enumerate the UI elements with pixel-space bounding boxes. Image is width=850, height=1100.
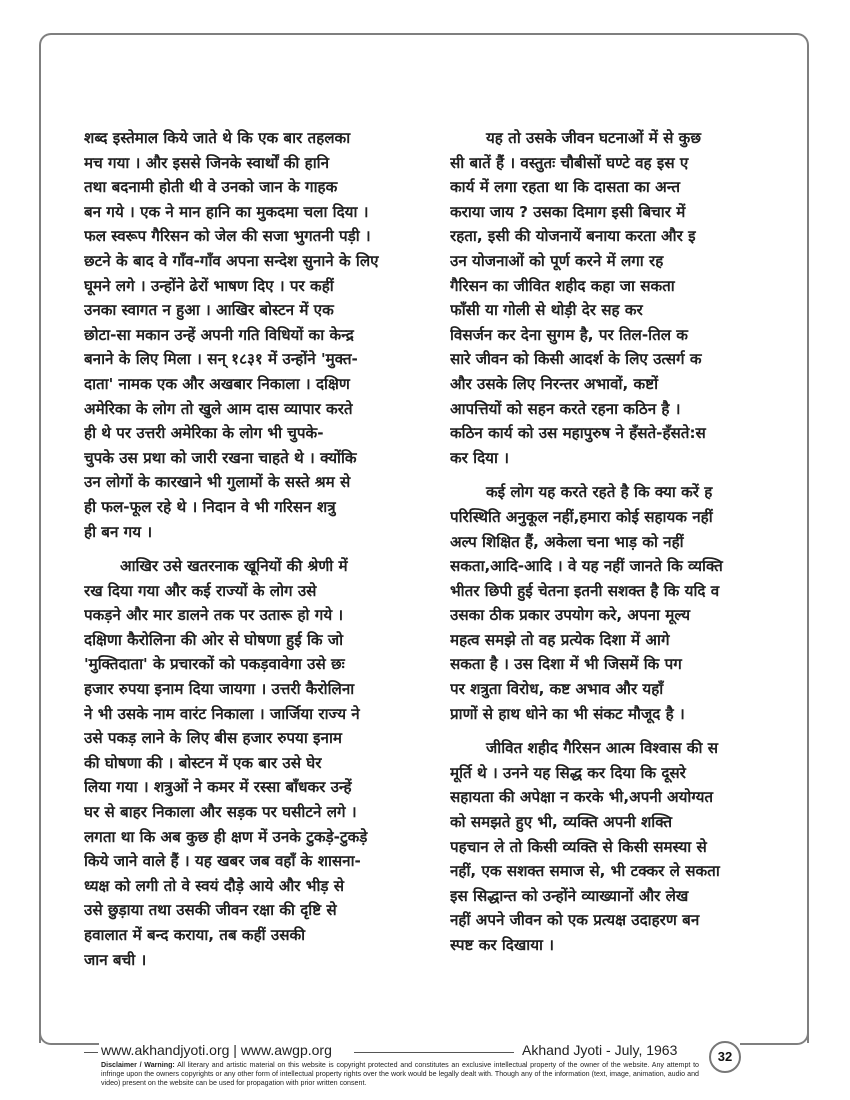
text-line: प्राणों से हाथ धोने का भी संकट मौजूद है । — [450, 704, 685, 723]
text-line: बन गये । एक ने मान हानि का मुकदमा चला दिया । — [84, 202, 369, 221]
text-line: किये जाने वाले हैं । यह खबर जब वहाँ के शासना- — [84, 852, 361, 871]
text-line: सकता,आदि-आदि । वे यह नहीं जानते कि व्यक्ति — [450, 557, 723, 576]
text-line: यह तो उसके जीवन घटनाओं में से कुछ — [486, 129, 701, 147]
disclaimer-body: All literary and artistic material on this website is copyright protected and constitutes an exclusive intellectual property of the owner of the website. Any attempt to infringe upon the owners copyrights or any other form of intellectual property rights over the work would be legally dealt with. Though any of the information (text, image, animation, audio and video) present on the website can be used for propagation with prior written consent. — [101, 1061, 699, 1087]
text-line: सकता है । उस दिशा में भी जिसमें कि पग — [450, 655, 682, 674]
text-line: उन लोगों के कारखाने भी गुलामों के सस्ते श्रम से — [84, 473, 351, 492]
text-line: ध्यक्ष को लगी तो वे स्वयं दौड़े आये और भीड़ से — [84, 876, 345, 895]
article-right-column — [450, 126, 775, 958]
text-line: दक्षिणा कैरोलिना की ओर से घोषणा हुई कि जो — [84, 630, 344, 649]
text-line: फाँसी या गोली से थोड़ी देर सह कर — [450, 301, 643, 320]
text-line: पहचान ले तो किसी व्यक्ति से किसी समस्या से — [450, 837, 707, 856]
text-line: 'मुक्तिदाता' के प्रचारकों को पकड़वावेगा उसे छः — [84, 655, 345, 674]
article-paragraph — [450, 126, 775, 470]
text-line: तथा बदनामी होती थी वे उनको जान के गाहक — [84, 178, 338, 197]
page-border-bottom-left — [39, 1010, 99, 1045]
text-line: लिया गया । शत्रुओं ने कमर में रस्सा बाँधकर उन्हें — [84, 778, 352, 797]
text-line: भीतर छिपी हुई चेतना इतनी सशक्त है कि यदि व — [450, 581, 720, 600]
article-paragraph — [84, 126, 434, 544]
text-line: दाता' नामक एक और अखबार निकाला । दक्षिण — [84, 374, 350, 393]
text-line: सहायता की अपेक्षा न करके भी,अपनी अयोग्यत — [450, 788, 714, 807]
text-line: उन योजनाओं को पूर्ण करने में लगा रह — [450, 251, 664, 270]
text-line: ने भी उसके नाम वारंट निकाला । जार्जिया राज्य ने — [84, 704, 360, 723]
text-line: छोटा-सा मकान उन्हें अपनी गति विधियों का केन्द्र — [84, 325, 354, 344]
text-line: हजार रुपया इनाम दिया जायगा । उत्तरी कैरोलिना — [84, 680, 355, 699]
text-line: रख दिया गया और कई राज्यों के लोग उसे — [84, 581, 317, 600]
text-line: रहता, इसी की योजनायें बनाया करता और इ — [450, 227, 696, 246]
text-line: स्पष्ट कर दिखाया । — [450, 936, 554, 954]
article-left-column — [84, 126, 434, 972]
text-line: कराया जाय ? उसका दिमाग इसी बिचार में — [450, 202, 686, 221]
text-line: को समझते हुए भी, व्यक्ति अपनी शक्ति — [450, 813, 673, 832]
text-line: नहीं, एक सशक्त समाज से, भी टक्कर ले सकता — [450, 862, 720, 881]
disclaimer-label: Disclaimer / Warning: — [101, 1061, 175, 1069]
text-line: नहीं अपने जीवन को एक प्रत्यक्ष उदाहरण बन — [450, 911, 700, 930]
text-line: घर से बाहर निकाला और सड़क पर घसीटने लगे । — [84, 803, 357, 822]
text-line: उसे छुड़ाया तथा उसकी जीवन रक्षा की दृष्टि से — [84, 901, 337, 920]
article-paragraph — [84, 554, 434, 972]
text-line: गैरिसन का जीवित शहीद कहा जा सकता — [450, 276, 675, 295]
text-line: महत्व समझे तो वह प्रत्येक दिशा में आगे — [450, 630, 670, 649]
text-line: आखिर उसे खतरनाक खूनियों की श्रेणी में — [120, 557, 348, 576]
footer-website-links[interactable]: www.akhandjyoti.org | www.awgp.org — [101, 1042, 332, 1058]
text-line: आपत्तियों को सहन करते रहना कठिन है । — [450, 399, 681, 418]
text-line: और उसके लिए निरन्तर अभावों, कष्टों — [450, 374, 659, 393]
text-line: की घोषणा की । बोस्टन में एक बार उसे घेर — [84, 753, 322, 772]
text-line: कर दिया । — [450, 448, 509, 467]
text-line: मच गया । और इससे जिनके स्वार्थों की हानि — [84, 153, 329, 172]
footer-rule-left — [84, 1052, 98, 1053]
text-line: उनका स्वागत न हुआ । आखिर बोस्टन में एक — [84, 301, 334, 320]
text-line: उसे पकड़ लाने के लिए बीस हजार रुपया इनाम — [84, 729, 342, 748]
footer-rule-middle — [354, 1052, 514, 1053]
text-line: घूमने लगे । उन्होंने ढेरों भाषण दिए । पर कहीं — [84, 276, 334, 295]
text-line: जीवित शहीद गैरिसन आत्म विश्वास की स — [486, 739, 718, 758]
text-line: पर शत्रुता विरोध, कष्ट अभाव और यहाँ — [450, 680, 664, 699]
text-line: बनाने के लिए मिला । सन् १८३१ में उन्होंने 'मुक्त- — [84, 350, 358, 369]
article-paragraph — [450, 480, 775, 726]
text-line: ही फल-फूल रहे थे । निदान वे भी गरिसन शत्रु — [84, 497, 336, 516]
magazine-issue-title: Akhand Jyoti - July, 1963 — [522, 1042, 678, 1058]
text-line: शब्द इस्तेमाल किये जाते थे कि एक बार तहलका — [84, 129, 351, 147]
text-line: ही थे पर उत्तरी अमेरिका के लोग भी चुपके- — [84, 424, 324, 443]
text-line: इस सिद्धान्त को उन्होंने व्याख्यानों और लेख — [450, 886, 689, 905]
text-line: कई लोग यह करते रहते है कि क्या करें ह — [486, 483, 713, 502]
text-line: कठिन कार्य को उस महापुरुष ने हँसते-हँसते:स — [450, 424, 706, 443]
page-border-bottom-right — [740, 1010, 809, 1045]
text-line: कार्य में लगा रहता था कि दासता का अन्त — [450, 178, 681, 197]
text-line: छटने के बाद वे गाँव-गाँव अपना सन्देश सुनाने के लिए — [84, 251, 379, 270]
text-line: सी बातें हैं । वस्तुतः चौबीसों घण्टे वह इस ए — [450, 153, 689, 172]
text-line: लगता था कि अब कुछ ही क्षण में उनके टुकड़े-टुकड़े — [84, 827, 368, 846]
text-line: मूर्ति थे । उनने यह सिद्ध कर दिया कि दूसरे — [450, 763, 686, 782]
text-line: जान बची । — [84, 950, 147, 969]
text-line: पकड़ने और मार डालने तक पर उतारू हो गये । — [84, 606, 344, 625]
text-line: चुपके उस प्रथा को जारी रखना चाहते थे । क्योंकि — [84, 448, 357, 467]
text-line: अमेरिका के लोग तो खुले आम दास व्यापार करते — [84, 399, 353, 418]
text-line: उसका ठीक प्रकार उपयोग करे, अपना मूल्य — [450, 606, 691, 625]
text-line: परिस्थिति अनुकूल नहीं,हमारा कोई सहायक नहीं — [450, 507, 713, 526]
article-paragraph — [450, 736, 775, 957]
text-line: ही बन गय । — [84, 522, 153, 541]
text-line: विसर्जन कर देना सुगम है, पर तिल-तिल क — [450, 325, 688, 344]
text-line: सारे जीवन को किसी आदर्श के लिए उत्सर्ग क — [450, 350, 702, 369]
disclaimer-text — [101, 1061, 699, 1088]
text-line: अल्प शिक्षित हैं, अकेला चना भाड़ को नहीं — [450, 532, 684, 551]
page-number-badge: 32 — [709, 1041, 741, 1073]
text-line: फल स्वरूप गैरिसन को जेल की सजा भुगतनी पड़ी । — [84, 227, 371, 246]
text-line: हवालात में बन्द कराया, तब कहीं उसकी — [84, 926, 306, 944]
